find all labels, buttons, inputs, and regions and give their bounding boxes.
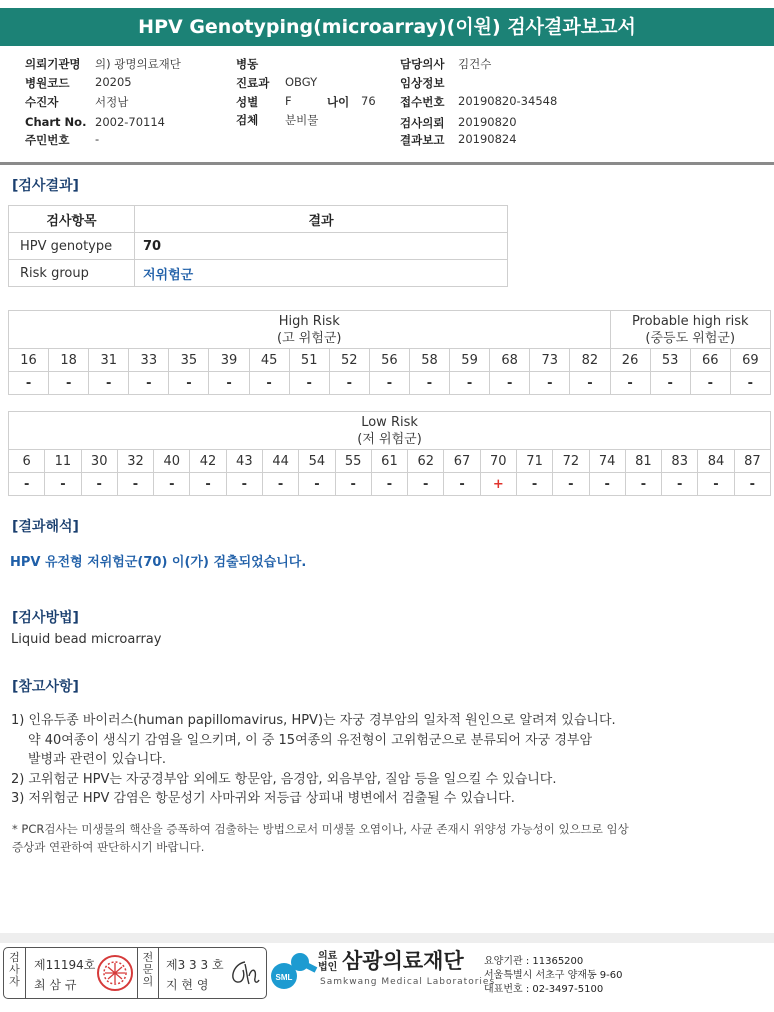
- age-value: 76: [361, 94, 376, 108]
- genotype-cell: 43: [226, 450, 262, 473]
- clinical-label: 임상정보: [400, 76, 445, 90]
- footer-divider: [0, 933, 774, 943]
- section-interpretation-title: [결과해석]: [12, 519, 79, 535]
- genotype-cell: 39: [209, 349, 249, 372]
- specimen-value: 분비물: [285, 113, 319, 127]
- result-table: [8, 205, 508, 287]
- genotype-result: -: [129, 372, 169, 395]
- genotype-cell: 11: [45, 450, 81, 473]
- genotype-cell: 82: [570, 349, 610, 372]
- genotype-result: -: [299, 473, 335, 496]
- genotype-result: -: [625, 473, 661, 496]
- genotype-result: -: [650, 372, 690, 395]
- org-type: 의료법인: [318, 951, 338, 973]
- result-col-item: 검사항목: [9, 206, 135, 233]
- genotype-result: -: [335, 473, 371, 496]
- genotype-cell: 74: [589, 450, 625, 473]
- genotype-cell: 55: [335, 450, 371, 473]
- request-value: 20190820: [458, 115, 517, 129]
- ward-label: 병동: [236, 57, 259, 71]
- chart-value: 2002-70114: [95, 115, 165, 129]
- genotype-cell: 87: [734, 450, 771, 473]
- genotype-cell: 54: [299, 450, 335, 473]
- org-phone: 대표번호 : 02-3497-5100: [484, 984, 604, 995]
- tester-license: 제11194호: [34, 958, 96, 972]
- genotype-result: -: [570, 372, 610, 395]
- logo-text: SML: [275, 973, 293, 982]
- genotype-cell: 45: [249, 349, 289, 372]
- genotype-result: -: [690, 372, 730, 395]
- genotype-cell: 42: [190, 450, 226, 473]
- genotype-cell: 32: [117, 450, 153, 473]
- genotype-result: -: [117, 473, 153, 496]
- institution-value: 의) 광명의료재단: [95, 57, 181, 71]
- report-title: HPV Genotyping(microarray)(이원) 검사결과보고서: [0, 8, 774, 46]
- genotype-result: -: [490, 372, 530, 395]
- genotype-result: -: [49, 372, 89, 395]
- hospital-code-label: 병원코드: [25, 76, 70, 90]
- resident-value: -: [95, 132, 100, 146]
- request-label: 검사의뢰: [400, 116, 445, 130]
- section-method-title: [검사방법]: [12, 610, 79, 626]
- table-row: [9, 260, 508, 287]
- patient-info: [0, 54, 774, 158]
- genotype-cell: 73: [530, 349, 570, 372]
- genotype-result: -: [516, 473, 552, 496]
- genotype-cell: 40: [154, 450, 190, 473]
- sex-label: 성별: [236, 95, 259, 109]
- genotype-cell: 84: [698, 450, 734, 473]
- low-risk-label-en: Low Risk: [361, 414, 418, 430]
- note-line: 2) 고위험군 HPV는 자궁경부암 외에도 항문암, 음경암, 외음부암, 질암 등을 일으킬 수 있습니다.: [11, 771, 557, 787]
- genotype-cell: 33: [129, 349, 169, 372]
- genotype-result: +: [480, 473, 516, 496]
- result-value: 70: [135, 233, 508, 260]
- low-risk-header: [9, 412, 771, 450]
- genotype-result: -: [45, 473, 81, 496]
- genotype-result: -: [734, 473, 771, 496]
- specialist-name: 지 현 영: [166, 978, 209, 992]
- org-name: 삼광의료재단: [342, 949, 464, 973]
- genotype-result: -: [530, 372, 570, 395]
- low-risk-table: [8, 411, 771, 496]
- high-risk-label-en: High Risk: [278, 313, 340, 329]
- genotype-result: -: [289, 372, 329, 395]
- genotype-result: -: [9, 372, 49, 395]
- genotype-result: -: [154, 473, 190, 496]
- specialist-signature-icon: [225, 956, 261, 990]
- result-item: Risk group: [9, 260, 135, 287]
- genotype-cell: 35: [169, 349, 209, 372]
- genotype-cell: 68: [490, 349, 530, 372]
- genotype-cell: 44: [262, 450, 298, 473]
- genotype-result: -: [408, 473, 444, 496]
- genotype-result: -: [371, 473, 407, 496]
- genotype-cell: 62: [408, 450, 444, 473]
- section-result-title: [검사결과]: [12, 178, 79, 194]
- genotype-result: -: [450, 372, 490, 395]
- genotype-result: -: [209, 372, 249, 395]
- genotype-cell: 51: [289, 349, 329, 372]
- genotype-result: -: [553, 473, 589, 496]
- specimen-label: 검체: [236, 113, 259, 127]
- genotype-result: -: [730, 372, 770, 395]
- specialist-label: [137, 948, 159, 998]
- high-risk-table: [8, 310, 771, 395]
- genotype-cell: 16: [9, 349, 49, 372]
- genotype-cell: 56: [369, 349, 409, 372]
- genotype-cell: 67: [444, 450, 480, 473]
- hospital-code-value: 20205: [95, 75, 132, 89]
- genotype-result: -: [169, 372, 209, 395]
- dept-value: OBGY: [285, 75, 318, 89]
- genotype-cell: 26: [610, 349, 650, 372]
- tester-name: 최 삼 규: [34, 978, 77, 992]
- genotype-cell: 58: [409, 349, 449, 372]
- genotype-result: -: [190, 473, 226, 496]
- high-risk-header: [9, 311, 611, 349]
- org-code: 요양기관 : 11365200: [484, 956, 584, 967]
- tester-seal-icon: [96, 954, 134, 992]
- genotype-cell: 53: [650, 349, 690, 372]
- method-text: Liquid bead microarray: [11, 632, 162, 647]
- genotype-result: -: [89, 372, 129, 395]
- divider: [0, 162, 774, 165]
- receipt-value: 20190820-34548: [458, 94, 558, 108]
- genotype-cell: 81: [625, 450, 661, 473]
- specialist-license: 제3 3 3 호: [166, 958, 224, 972]
- result-col-value: 결과: [135, 206, 508, 233]
- age-label: 나이: [327, 95, 350, 109]
- doctor-value: 김건수: [458, 57, 492, 71]
- institution-label: 의뢰기관명: [25, 57, 81, 71]
- tester-label: [4, 948, 26, 998]
- signature-box: [3, 947, 267, 999]
- chart-label: Chart No.: [25, 115, 87, 129]
- interpretation-text: HPV 유전형 저위험군(70) 이(가) 검출되었습니다.: [10, 555, 307, 570]
- genotype-result: -: [698, 473, 734, 496]
- dept-label: 진료과: [236, 76, 270, 90]
- genotype-cell: 72: [553, 450, 589, 473]
- receipt-label: 접수번호: [400, 95, 445, 109]
- probable-risk-label-ko: (중등도 위험군): [645, 330, 736, 346]
- genotype-cell: 71: [516, 450, 552, 473]
- genotype-result: -: [662, 473, 698, 496]
- genotype-cell: 59: [450, 349, 490, 372]
- tester-label-text: 검 사 자: [9, 951, 20, 988]
- doctor-label: 담당의사: [400, 57, 445, 71]
- probable-risk-header: [610, 311, 770, 349]
- genotype-cell: 66: [690, 349, 730, 372]
- genotype-cell: 18: [49, 349, 89, 372]
- report-date-value: 20190824: [458, 132, 517, 146]
- org-name-en: Samkwang Medical Laboratories: [320, 977, 496, 987]
- genotype-result: -: [262, 473, 298, 496]
- resident-label: 주민번호: [25, 133, 70, 147]
- low-risk-label-ko: (저 위험군): [357, 431, 422, 447]
- report-date-label: 결과보고: [400, 133, 445, 147]
- genotype-cell: 31: [89, 349, 129, 372]
- footnote: [12, 820, 629, 856]
- genotype-result: -: [610, 372, 650, 395]
- genotype-cell: 69: [730, 349, 770, 372]
- examinee-value: 서정남: [95, 95, 129, 109]
- genotype-result: -: [369, 372, 409, 395]
- footnote-line: * PCR검사는 미생물의 핵산을 증폭하여 검출하는 방법으로서 미생물 오염이나, 사균 존재시 위양성 가능성이 있으므로 임상: [12, 822, 629, 836]
- section-notes-title: [참고사항]: [12, 679, 79, 695]
- genotype-result: -: [444, 473, 480, 496]
- genotype-result: -: [249, 372, 289, 395]
- genotype-result: -: [589, 473, 625, 496]
- result-value: 저위험군: [135, 260, 508, 287]
- genotype-result: -: [226, 473, 262, 496]
- genotype-cell: 83: [662, 450, 698, 473]
- probable-risk-label-en: Probable high risk: [631, 313, 749, 329]
- result-item: HPV genotype: [9, 233, 135, 260]
- genotype-cell: 70: [480, 450, 516, 473]
- footnote-line: 증상과 연관하여 판단하시기 바랍니다.: [12, 840, 205, 854]
- note-line: 3) 저위험군 HPV 감염은 항문성기 사마귀와 저등급 상피내 병변에서 검출될 수 있습니다.: [11, 791, 515, 806]
- notes-list: [11, 711, 616, 809]
- high-risk-label-ko: (고 위험군): [277, 330, 342, 346]
- sex-value: F: [285, 94, 292, 108]
- note-line: 약 40여종이 생식기 감염을 일으키며, 이 중 15여종의 유전형이 고위험군으로 분류되어 자궁 경부암: [28, 732, 593, 748]
- genotype-cell: 61: [371, 450, 407, 473]
- genotype-result: -: [409, 372, 449, 395]
- table-row: [9, 233, 508, 260]
- genotype-cell: 52: [329, 349, 369, 372]
- note-line: 1) 인유두종 바이러스(human papillomavirus, HPV)는 자궁 경부암의 일차적 원인으로 알려져 있습니다.: [11, 713, 616, 728]
- genotype-result: -: [9, 473, 45, 496]
- genotype-result: -: [329, 372, 369, 395]
- note-line: 발병과 관련이 있습니다.: [28, 752, 166, 767]
- org-address: 서울특별시 서초구 양재동 9-60: [484, 970, 623, 981]
- genotype-result: -: [81, 473, 117, 496]
- specialist-label-text: 전 문 의: [142, 951, 154, 988]
- examinee-label: 수진자: [25, 95, 59, 109]
- genotype-cell: 6: [9, 450, 45, 473]
- genotype-cell: 30: [81, 450, 117, 473]
